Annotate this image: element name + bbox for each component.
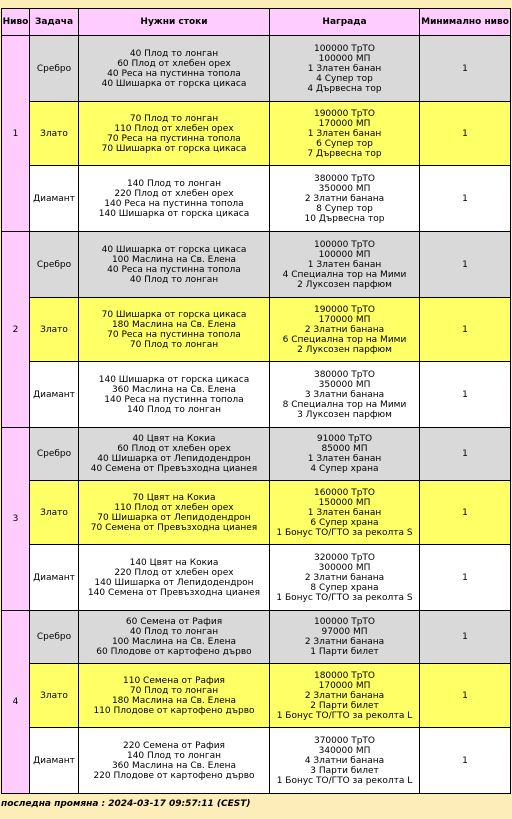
required-cell — [79, 545, 270, 611]
table-row — [2, 166, 511, 232]
reward-line: 380000 ТрТО — [313, 369, 375, 380]
reward-line: 100000 ТрТО — [313, 239, 375, 250]
min-level-cell: 1 — [420, 36, 511, 102]
reward-line: 1 Парти билет — [310, 647, 379, 657]
reward-line: 4 Златни банана — [304, 755, 385, 766]
reward-cell — [270, 102, 420, 166]
required-line: 70 Реса на пустинна топола — [107, 133, 241, 144]
reward-line: 100000 МП — [318, 53, 371, 64]
reward-cell — [270, 36, 420, 102]
task-cell: Диамант — [30, 166, 79, 232]
task-cell: Злато — [30, 481, 79, 545]
required-cell — [79, 481, 270, 545]
required-cell — [79, 36, 270, 102]
task-cell: Злато — [30, 298, 79, 362]
reward-cell — [270, 481, 420, 545]
reward-line: 2 Златни банана — [304, 324, 385, 335]
required-line: 110 Плод от хлебен орех — [114, 502, 234, 513]
reward-line: 170000 МП — [318, 118, 371, 129]
min-level-cell: 1 — [420, 611, 511, 664]
reward-line: 7 Дървесна тор — [307, 148, 382, 159]
min-level-cell: 1 — [420, 545, 511, 611]
reward-line: 190000 ТрТО — [313, 304, 375, 315]
required-line: 220 Плодове от картофено дърво — [93, 770, 255, 781]
required-line: 70 Плод то лонган — [129, 113, 219, 124]
required-line: 110 Плод от хлебен орех — [114, 123, 234, 134]
reward-cell — [270, 728, 420, 794]
table-body — [2, 36, 511, 794]
required-line: 60 Плодове от картофено дърво — [96, 647, 252, 657]
required-line: 70 Шишарка от горска цикаса — [101, 309, 247, 320]
reward-cell — [270, 166, 420, 232]
table-row — [2, 728, 511, 794]
task-cell: Злато — [30, 102, 79, 166]
reward-line: 300000 МП — [318, 562, 371, 573]
required-line: 60 Плод от хлебен орех — [117, 58, 231, 69]
required-line: 40 Шишарка от горска цикаса — [101, 244, 247, 255]
required-cell — [79, 232, 270, 298]
reward-line: 350000 МП — [318, 379, 371, 390]
reward-line: 1 Златен банан — [307, 63, 382, 74]
level-cell: 2 — [2, 232, 30, 428]
reward-cell — [270, 664, 420, 728]
required-line: 360 Маслина на Св. Елена — [111, 384, 237, 395]
task-cell: Диамант — [30, 545, 79, 611]
required-line: 100 Маслина на Св. Елена — [111, 254, 237, 265]
task-cell: Сребро — [30, 428, 79, 481]
required-cell — [79, 728, 270, 794]
required-line: 140 Шишарка от горска цикаса — [98, 374, 250, 385]
reward-line: 100000 ТрТО — [313, 43, 375, 54]
required-line: 70 Реса на пустинна топола — [107, 329, 241, 340]
required-line: 40 Плод то лонган — [129, 627, 219, 637]
reward-line: 4 Специална тор на Мими — [282, 269, 407, 280]
reward-line: 3 Парти билет — [310, 765, 379, 776]
required-line: 140 Реса на пустинна топола — [104, 394, 244, 405]
required-line: 40 Плод то лонган — [129, 48, 219, 59]
required-line: 70 Плод то лонган — [129, 339, 219, 350]
required-line: 40 Реса на пустинна топола — [107, 264, 241, 275]
task-cell: Диамант — [30, 728, 79, 794]
required-cell — [79, 166, 270, 232]
table-row — [2, 664, 511, 728]
header-row — [2, 9, 511, 36]
reward-line: 85000 МП — [321, 444, 368, 454]
reward-line: 100000 ТрТО — [313, 617, 375, 627]
required-line: 70 Цвят на Кокиа — [132, 492, 216, 503]
last-modified: последна промяна : 2024-03-17 09:57:11 (CEST) — [1, 799, 251, 809]
reward-line: 10 Дървесна тор — [304, 213, 385, 224]
quest-table — [1, 8, 511, 794]
reward-line: 3 Луксозен парфюм — [297, 409, 392, 420]
required-line: 140 Цвят на Кокиа — [129, 557, 219, 568]
required-line: 220 Семена от Рафия — [123, 740, 225, 751]
min-level-cell: 1 — [420, 166, 511, 232]
reward-line: 1 Бонус ТО/ГТО за реколта S — [276, 592, 413, 603]
required-line: 110 Семена от Рафия — [123, 675, 225, 686]
required-line: 360 Маслина на Св. Елена — [111, 760, 237, 771]
reward-line: 320000 ТрТО — [313, 552, 375, 563]
header-required: Нужни стоки — [79, 9, 270, 36]
required-line: 110 Плодове от картофено дърво — [93, 705, 255, 716]
reward-line: 150000 МП — [318, 497, 371, 508]
reward-line: 4 Супер храна — [310, 464, 379, 474]
reward-line: 2 Луксозен парфюм — [297, 279, 392, 290]
required-line: 40 Семена от Превъзходна цианея — [90, 464, 258, 474]
reward-line: 100000 МП — [318, 249, 371, 260]
reward-line: 8 Супер храна — [310, 582, 379, 593]
required-line: 70 Плод то лонган — [129, 685, 219, 696]
min-level-cell: 1 — [420, 362, 511, 428]
reward-line: 370000 ТрТО — [313, 735, 375, 746]
required-line: 140 Семена от Превъзходна цианея — [87, 587, 261, 598]
reward-line: 4 Дървесна тор — [307, 83, 382, 94]
reward-line: 1 Златен банан — [307, 507, 382, 518]
reward-line: 190000 ТрТО — [313, 108, 375, 119]
required-line: 220 Плод от хлебен орех — [114, 567, 234, 578]
reward-line: 160000 ТрТО — [313, 487, 375, 498]
table-row — [2, 298, 511, 362]
reward-line: 180000 ТрТО — [313, 670, 375, 681]
level-cell: 1 — [2, 36, 30, 232]
table-row — [2, 102, 511, 166]
reward-line: 1 Златен банан — [307, 128, 382, 139]
reward-cell — [270, 545, 420, 611]
reward-cell — [270, 611, 420, 664]
required-line: 180 Маслина на Св. Елена — [111, 319, 237, 330]
reward-cell — [270, 428, 420, 481]
header-task: Задача — [30, 9, 79, 36]
min-level-cell: 1 — [420, 481, 511, 545]
required-line: 60 Семена от Рафия — [125, 617, 223, 627]
required-line: 140 Реса на пустинна топола — [104, 198, 244, 209]
reward-line: 6 Супер тор — [316, 138, 373, 149]
task-cell: Злато — [30, 664, 79, 728]
table-row — [2, 36, 511, 102]
reward-cell — [270, 232, 420, 298]
reward-line: 170000 МП — [318, 314, 371, 325]
required-cell — [79, 428, 270, 481]
required-line: 100 Маслина на Св. Елена — [111, 637, 237, 647]
reward-line: 340000 МП — [318, 745, 371, 756]
reward-line: 2 Златни банана — [304, 637, 385, 647]
reward-line: 380000 ТрТО — [313, 173, 375, 184]
reward-line: 6 Супер храна — [310, 517, 379, 528]
table-row — [2, 611, 511, 664]
reward-line: 2 Златни банана — [304, 690, 385, 701]
reward-line: 3 Златни банана — [304, 389, 385, 400]
min-level-cell: 1 — [420, 232, 511, 298]
reward-line: 97000 МП — [321, 627, 368, 637]
table-row — [2, 545, 511, 611]
header-min-level: Минимално ниво — [420, 9, 511, 36]
reward-line: 2 Луксозен парфюм — [297, 344, 392, 355]
required-line: 40 Плод то лонган — [129, 274, 219, 285]
required-line: 140 Плод то лонган — [126, 750, 222, 761]
required-line: 140 Шишарка от горска цикаса — [98, 208, 250, 219]
reward-line: 2 Парти билет — [310, 700, 379, 711]
header-level: Ниво — [2, 9, 30, 36]
required-cell — [79, 362, 270, 428]
reward-line: 2 Златни банана — [304, 193, 385, 204]
min-level-cell: 1 — [420, 102, 511, 166]
table-row — [2, 232, 511, 298]
required-line: 140 Плод то лонган — [126, 404, 222, 415]
reward-line: 91000 ТрТО — [316, 434, 373, 444]
required-line: 140 Шишарка от Лепидодендрон — [94, 577, 254, 588]
task-cell: Сребро — [30, 611, 79, 664]
min-level-cell: 1 — [420, 728, 511, 794]
required-line: 70 Шишарка от Лепидодендрон — [97, 512, 251, 523]
required-line: 40 Цвят на Кокиа — [132, 434, 216, 444]
min-level-cell: 1 — [420, 664, 511, 728]
reward-line: 350000 МП — [318, 183, 371, 194]
reward-line: 4 Супер тор — [316, 73, 373, 84]
required-cell — [79, 611, 270, 664]
reward-line: 170000 МП — [318, 680, 371, 691]
level-cell: 3 — [2, 428, 30, 611]
level-cell: 4 — [2, 611, 30, 794]
reward-line: 1 Бонус ТО/ГТО за реколта S — [276, 527, 413, 538]
required-line: 220 Плод от хлебен орех — [114, 188, 234, 199]
required-line: 60 Плод от хлебен орех — [117, 444, 231, 454]
reward-line: 1 Бонус ТО/ГТО за реколта L — [276, 775, 413, 786]
required-cell — [79, 298, 270, 362]
required-line: 180 Маслина на Св. Елена — [111, 695, 237, 706]
table-row — [2, 481, 511, 545]
task-cell: Сребро — [30, 232, 79, 298]
reward-line: 6 Специална тор на Мими — [282, 334, 407, 345]
required-line: 40 Реса на пустинна топола — [107, 68, 241, 79]
required-cell — [79, 664, 270, 728]
reward-line: 8 Супер тор — [316, 203, 373, 214]
reward-cell — [270, 362, 420, 428]
table-row — [2, 428, 511, 481]
required-line: 40 Шишарка от Лепидодендрон — [97, 454, 251, 464]
reward-line: 1 Бонус ТО/ГТО за реколта L — [276, 710, 413, 721]
min-level-cell: 1 — [420, 298, 511, 362]
required-line: 40 Шишарка от горска цикаса — [101, 78, 247, 89]
task-cell: Сребро — [30, 36, 79, 102]
reward-line: 1 Златен банан — [307, 454, 382, 464]
reward-line: 1 Златен банан — [307, 259, 382, 270]
task-cell: Диамант — [30, 362, 79, 428]
required-cell — [79, 102, 270, 166]
min-level-cell: 1 — [420, 428, 511, 481]
reward-cell — [270, 298, 420, 362]
required-line: 70 Семена от Превъзходна цианея — [90, 522, 258, 533]
required-line: 70 Шишарка от горска цикаса — [101, 143, 247, 154]
reward-line: 2 Златни банана — [304, 572, 385, 583]
required-line: 140 Плод то лонган — [126, 178, 222, 189]
header-reward: Награда — [270, 9, 420, 36]
table-row — [2, 362, 511, 428]
reward-line: 8 Специална тор на Мими — [282, 399, 407, 410]
